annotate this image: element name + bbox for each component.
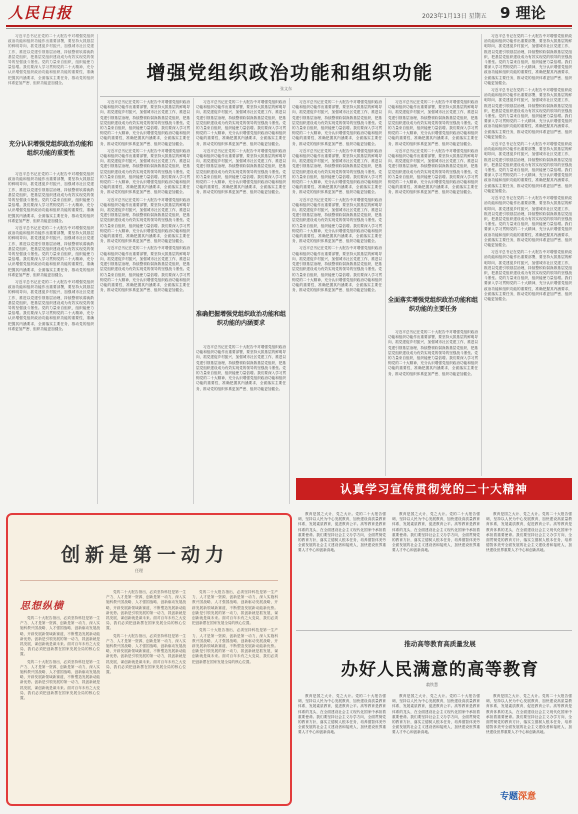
masthead bbox=[0, 0, 578, 26]
column-body: 党的二十大报告指出，必须坚持科技是第一生产力、人才是第一资源、创新是第一动力，深入实施科教兴国战略、人才强国战略、创新驱动发展战略，开辟发展新领域新赛道，不断塑造发展新动能新优势。创新是引领发展的第一动力，抓创新就是抓发展，谋创新就是谋未来。面对百年未有之大变局，我们必须把创新摆在国家发展全局的核心位置。 bbox=[106, 590, 186, 631]
column-body: 党的二十大报告指出，必须坚持科技是第一生产力、人才是第一资源、创新是第一动力，深入实施科教兴国战略、人才强国战略、创新驱动发展战略，开辟发展新领域新赛道，不断塑造发展新动能新优势。创新是引领发展的第一动力，抓创新就是抓发展，谋创新就是谋未来。面对百年未有之大变局，我们必须把创新摆在国家发展全局的核心位置。 bbox=[192, 590, 278, 626]
promo-text-2: 深意 bbox=[518, 792, 537, 802]
banner-text: 认真学习宣传贯彻党的二十大精神 bbox=[340, 482, 528, 496]
section-label: 9 理论 bbox=[500, 4, 546, 22]
body-text: 习近平总书记在党的二十大报告中对增强党组织政治功能和组织功能作出重要部署，要坚持大抓基层的鲜明导向，抓党建促乡村振兴，加强城市社区党建工作，推进以党建引领基层治理，持续整顿软弱涣散基层党组织，把基层党组织建设成为有效实现党的领导的坚强战斗堡垒。党的力量来自组织，组织能使力量倍增。我们要深入学习贯彻党的二十大精神，充分认识增强党组织政治功能和组织功能的重要性，准确把握其内涵要求，全面落实主要任务，推动党的组织体系更加严密、组织功能更加健全。 bbox=[484, 88, 572, 139]
right-headline: 办好人民满意的高等教育 bbox=[341, 660, 539, 680]
right-body: 教育是国之大计、党之大计。党的二十大报告强调，坚持以人民为中心发展教育，加快建设高质量教育体系，发展素质教育，促进教育公平。高等教育是教育体系的龙头，在全面建设社会主义现代化国家中承担着重要使命。我们要坚持社会主义办学方向，全面贯彻党的教育方针，落实立德树人根本任务，培养德智体美劳全面发展的社会主义建设者和接班人，加快建设世界重要人才中心和创新高地。 bbox=[298, 512, 386, 553]
column-divider bbox=[193, 98, 194, 504]
body-text: 习近平总书记在党的二十大报告中对增强党组织政治功能和组织功能作出重要部署，要坚持大抓基层的鲜明导向，抓党建促乡村振兴，加强城市社区党建工作，推进以党建引领基层治理，持续整顿软弱涣散基层党组织，把基层党组织建设成为有效实现党的领导的坚强战斗堡垒。党的力量来自组织，组织能使力量倍增。我们要深入学习贯彻党的二十大精神，充分认识增强党组织政治功能和组织功能的重要性，准确把握其内涵要求，全面落实主要任务，推动党的组织体系更加严密、组织功能更加健全。 bbox=[196, 148, 286, 195]
body-column-4 bbox=[292, 100, 382, 500]
body-text: 习近平总书记在党的二十大报告中对增强党组织政治功能和组织功能作出重要部署，要坚持大抓基层的鲜明导向，抓党建促乡村振兴，加强城市社区党建工作，推进以党建引领基层治理，持续整顿软弱涣散基层党组织，把基层党组织建设成为有效实现党的领导的坚强战斗堡垒。党的力量来自组织，组织能使力量倍增。我们要深入学习贯彻党的二十大精神，充分认识增强党组织政治功能和组织功能的重要性，准确把握其内涵要求，全面落实主要任务，推动党的组织体系更加严密、组织功能更加健全。 bbox=[484, 250, 572, 301]
column-logo bbox=[20, 594, 72, 612]
column-body: 党的二十大报告指出，必须坚持科技是第一生产力、人才是第一资源、创新是第一动力，深入实施科教兴国战略、人才强国战略、创新驱动发展战略，开辟发展新领域新赛道，不断塑造发展新动能新优势。创新是引领发展的第一动力，抓创新就是抓发展，谋创新就是谋未来。面对百年未有之大变局，我们必须把创新摆在国家发展全局的核心位置。 bbox=[106, 633, 186, 675]
issue-date: 2023年1月13日 星期五 bbox=[422, 13, 487, 20]
newspaper-logo: 人民日报 bbox=[8, 4, 73, 22]
right-body: 教育是国之大计、党之大计。党的二十大报告强调，坚持以人民为中心发展教育，加快建设高质量教育体系，发展素质教育，促进教育公平。高等教育是教育体系的龙头，在全面建设社会主义现代化国家中承担着重要使命。我们要坚持社会主义办学方向，全面贯彻党的教育方针，落实立德树人根本任务，培养德智体美劳全面发展的社会主义建设者和接班人，加快建设世界重要人才中心和创新高地。 bbox=[392, 694, 480, 735]
body-text: 习近平总书记在党的二十大报告中对增强党组织政治功能和组织功能作出重要部署，要坚持大抓基层的鲜明导向，抓党建促乡村振兴，加强城市社区党建工作，推进以党建引领基层治理，持续整顿软弱涣散基层党组织，把基层党组织建设成为有效实现党的领导的坚强战斗堡垒。党的力量来自组织，组织能使力量倍增。我们要深入学习贯彻党的二十大精神，充分认识增强党组织政治功能和组织功能的重要性，准确把握其内涵要求，全面落实主要任务，推动党的组织体系更加严密、组织功能更加健全。 bbox=[100, 148, 190, 195]
column-title-divider bbox=[20, 580, 278, 581]
body-text: 习近平总书记在党的二十大报告中对增强党组织政治功能和组织功能作出重要部署，要坚持大抓基层的鲜明导向，抓党建促乡村振兴，加强城市社区党建工作，推进以党建引领基层治理，持续整顿软弱涣散基层党组织，把基层党组织建设成为有效实现党的领导的坚强战斗堡垒。党的力量来自组织，组织能使力量倍增。我们要深入学习贯彻党的二十大精神，充分认识增强党组织政治功能和组织功能的重要性，准确把握其内涵要求，全面落实主要任务，推动党的组织体系更加严密、组织功能更加健全。 bbox=[292, 148, 382, 195]
right-intro-1 bbox=[298, 512, 386, 627]
topic-promo[interactable] bbox=[500, 784, 570, 802]
column-body: 党的二十大报告指出，必须坚持科技是第一生产力、人才是第一资源、创新是第一动力，深入实施科教兴国战略、人才强国战略、创新驱动发展战略，开辟发展新领域新赛道，不断塑造发展新动能新优势。创新是引领发展的第一动力，抓创新就是抓发展，谋创新就是谋未来。面对百年未有之大变局，我们必须把创新摆在国家发展全局的核心位置。 bbox=[20, 616, 100, 657]
column-title: 创新是第一动力 bbox=[60, 544, 229, 566]
body-text: 习近平总书记在党的二十大报告中对增强党组织政治功能和组织功能作出重要部署，要坚持大抓基层的鲜明导向，抓党建促乡村振兴，加强城市社区党建工作，推进以党建引领基层治理，持续整顿软弱涣散基层党组织，把基层党组织建设成为有效实现党的领导的坚强战斗堡垒。党的力量来自组织，组织能使力量倍增。我们要深入学习贯彻党的二十大精神，充分认识增强党组织政治功能和组织功能的重要性，准确把握其内涵要求，全面落实主要任务，推动党的组织体系更加严密、组织功能更加健全。 bbox=[388, 148, 478, 195]
right-body: 教育是国之大计、党之大计。党的二十大报告强调，坚持以人民为中心发展教育，加快建设高质量教育体系，发展素质教育，促进教育公平。高等教育是教育体系的龙头，在全面建设社会主义现代化国家中承担着重要使命。我们要坚持社会主义办学方向，全面贯彻党的教育方针，落实立德树人根本任务，培养德智体美劳全面发展的社会主义建设者和接班人，加快建设世界重要人才中心和创新高地。 bbox=[486, 512, 572, 553]
column-divider bbox=[481, 34, 482, 476]
headline-divider bbox=[100, 96, 480, 97]
body-text: 习近平总书记在党的二十大报告中对增强党组织政治功能和组织功能作出重要部署，要坚持大抓基层的鲜明导向，抓党建促乡村振兴，加强城市社区党建工作，推进以党建引领基层治理，持续整顿软弱涣散基层党组织，把基层党组织建设成为有效实现党的领导的坚强战斗堡垒。党的力量来自组织，组织能使力量倍增。我们要深入学习贯彻党的二十大精神，充分认识增强党组织政治功能和组织功能的重要性，准确把握其内涵要求，全面落实主要任务，推动党的组织体系更加严密、组织功能更加健全。 bbox=[196, 100, 286, 146]
body-column-5b bbox=[388, 330, 478, 475]
intro-column bbox=[8, 34, 94, 134]
column-divider bbox=[385, 98, 386, 476]
campaign-banner bbox=[296, 478, 572, 500]
main-byline: 张文东 bbox=[280, 86, 292, 91]
right-body: 教育是国之大计、党之大计。党的二十大报告强调，坚持以人民为中心发展教育，加快建设高质量教育体系，发展素质教育，促进教育公平。高等教育是教育体系的龙头，在全面建设社会主义现代化国家中承担着重要使命。我们要坚持社会主义办学方向，全面贯彻党的教育方针，落实立德树人根本任务，培养德智体美劳全面发展的社会主义建设者和接班人，加快建设世界重要人才中心和创新高地。 bbox=[486, 694, 572, 735]
column-text-3 bbox=[192, 590, 278, 798]
main-headline: 增强党组织政治功能和组织功能 bbox=[146, 62, 434, 84]
body-text: 习近平总书记在党的二十大报告中对增强党组织政治功能和组织功能作出重要部署，要坚持大抓基层的鲜明导向，抓党建促乡村振兴，加强城市社区党建工作，推进以党建引领基层治理，持续整顿软弱涣散基层党组织，把基层党组织建设成为有效实现党的领导的坚强战斗堡垒。党的力量来自组织，组织能使力量倍增。我们要深入学习贯彻党的二十大精神，充分认识增强党组织政治功能和组织功能的重要性，准确把握其内涵要求，全面落实主要任务，推动党的组织体系更加严密、组织功能更加健全。 bbox=[484, 142, 572, 193]
body-text: 习近平总书记在党的二十大报告中对增强党组织政治功能和组织功能作出重要部署，要坚持大抓基层的鲜明导向，抓党建促乡村振兴，加强城市社区党建工作，推进以党建引领基层治理，持续整顿软弱涣散基层党组织，把基层党组织建设成为有效实现党的领导的坚强战斗堡垒。党的力量来自组织，组织能使力量倍增。我们要深入学习贯彻党的二十大精神，充分认识增强党组织政治功能和组织功能的重要性，准确把握其内涵要求，全面落实主要任务，推动党的组织体系更加严密、组织功能更加健全。 bbox=[100, 100, 190, 146]
column-logo-text: 思想纵横 bbox=[20, 601, 64, 612]
body-column-1 bbox=[8, 172, 94, 472]
body-column-3b bbox=[196, 345, 286, 500]
promo-text-1: 专题 bbox=[500, 792, 519, 802]
body-text: 习近平总书记在党的二十大报告中对增强党组织政治功能和组织功能作出重要部署，要坚持大抓基层的鲜明导向，抓党建促乡村振兴，加强城市社区党建工作，推进以党建引领基层治理，持续整顿软弱涣散基层党组织，把基层党组织建设成为有效实现党的领导的坚强战斗堡垒。党的力量来自组织，组织能使力量倍增。我们要深入学习贯彻党的二十大精神，充分认识增强党组织政治功能和组织功能的重要性，准确把握其内涵要求，全面落实主要任务，推动党的组织体系更加严密、组织功能更加健全。 bbox=[100, 197, 190, 244]
right-body: 教育是国之大计、党之大计。党的二十大报告强调，坚持以人民为中心发展教育，加快建设高质量教育体系，发展素质教育，促进教育公平。高等教育是教育体系的龙头，在全面建设社会主义现代化国家中承担着重要使命。我们要坚持社会主义办学方向，全面贯彻党的教育方针，落实立德树人根本任务，培养德智体美劳全面发展的社会主义建设者和接班人，加快建设世界重要人才中心和创新高地。 bbox=[392, 512, 480, 553]
right-body-2 bbox=[392, 694, 480, 806]
column-author: 任理 bbox=[135, 568, 143, 573]
subhead-1: 充分认识增强党组织政治功能和组织功能的重要性 bbox=[8, 141, 93, 157]
subhead-2: 准确把握增强党组织政治功能和组织功能的内涵要求 bbox=[196, 311, 287, 327]
masthead-rule bbox=[6, 25, 572, 27]
body-text: 习近平总书记在党的二十大报告中对增强党组织政治功能和组织功能作出重要部署，要坚持大抓基层的鲜明导向，抓党建促乡村振兴，加强城市社区党建工作，推进以党建引领基层治理，持续整顿软弱涣散基层党组织，把基层党组织建设成为有效实现党的领导的坚强战斗堡垒。党的力量来自组织，组织能使力量倍增。我们要深入学习贯彻党的二十大精神，充分认识增强党组织政治功能和组织功能的重要性，准确把握其内涵要求，全面落实主要任务，推动党的组织体系更加严密、组织功能更加健全。 bbox=[8, 226, 94, 277]
body-text: 习近平总书记在党的二十大报告中对增强党组织政治功能和组织功能作出重要部署，要坚持大抓基层的鲜明导向，抓党建促乡村振兴，加强城市社区党建工作，推进以党建引领基层治理，持续整顿软弱涣散基层党组织，把基层党组织建设成为有效实现党的领导的坚强战斗堡垒。党的力量来自组织，组织能使力量倍增。我们要深入学习贯彻党的二十大精神，充分认识增强党组织政治功能和组织功能的重要性，准确把握其内涵要求，全面落实主要任务，推动党的组织体系更加严密、组织功能更加健全。 bbox=[8, 172, 94, 223]
body-text: 习近平总书记在党的二十大报告中对增强党组织政治功能和组织功能作出重要部署，要坚持大抓基层的鲜明导向，抓党建促乡村振兴，加强城市社区党建工作，推进以党建引领基层治理，持续整顿软弱涣散基层党组织，把基层党组织建设成为有效实现党的领导的坚强战斗堡垒。党的力量来自组织，组织能使力量倍增。我们要深入学习贯彻党的二十大精神，充分认识增强党组织政治功能和组织功能的重要性，准确把握其内涵要求，全面落实主要任务，推动党的组织体系更加严密、组织功能更加健全。 bbox=[292, 197, 382, 244]
body-text: 习近平总书记在党的二十大报告中对增强党组织政治功能和组织功能作出重要部署，要坚持大抓基层的鲜明导向，抓党建促乡村振兴，加强城市社区党建工作，推进以党建引领基层治理，持续整顿软弱涣散基层党组织，把基层党组织建设成为有效实现党的领导的坚强战斗堡垒。党的力量来自组织，组织能使力量倍增。我们要深入学习贯彻党的二十大精神，充分认识增强党组织政治功能和组织功能的重要性，准确把握其内涵要求，全面落实主要任务，推动党的组织体系更加严密、组织功能更加健全。 bbox=[484, 34, 572, 85]
right-body: 教育是国之大计、党之大计。党的二十大报告强调，坚持以人民为中心发展教育，加快建设高质量教育体系，发展素质教育，促进教育公平。高等教育是教育体系的龙头，在全面建设社会主义现代化国家中承担着重要使命。我们要坚持社会主义办学方向，全面贯彻党的教育方针，落实立德树人根本任务，培养德智体美劳全面发展的社会主义建设者和接班人，加快建设世界重要人才中心和创新高地。 bbox=[298, 694, 386, 735]
right-body-3 bbox=[486, 694, 572, 780]
body-text: 习近平总书记在党的二十大报告中对增强党组织政治功能和组织功能作出重要部署，要坚持大抓基层的鲜明导向，抓党建促乡村振兴，加强城市社区党建工作，推进以党建引领基层治理，持续整顿软弱涣散基层党组织，把基层党组织建设成为有效实现党的领导的坚强战斗堡垒。党的力量来自组织，组织能使力量倍增。我们要深入学习贯彻党的二十大精神，充分认识增强党组织政治功能和组织功能的重要性，准确把握其内涵要求，全面落实主要任务，推动党的组织体系更加严密、组织功能更加健全。 bbox=[196, 345, 286, 391]
body-text: 习近平总书记在党的二十大报告中对增强党组织政治功能和组织功能作出重要部署，要坚持大抓基层的鲜明导向，抓党建促乡村振兴，加强城市社区党建工作，推进以党建引领基层治理，持续整顿软弱涣散基层党组织，把基层党组织建设成为有效实现党的领导的坚强战斗堡垒。党的力量来自组织，组织能使力量倍增。我们要深入学习贯彻党的二十大精神，充分认识增强党组织政治功能和组织功能的重要性，准确把握其内涵要求，全面落实主要任务，推动党的组织体系更加严密、组织功能更加健全。 bbox=[100, 246, 190, 293]
body-column-2 bbox=[100, 100, 190, 500]
subhead-3: 全面落实增强党组织政治功能和组织功能的主要任务 bbox=[388, 297, 479, 313]
column-divider bbox=[289, 98, 290, 504]
right-intro-2 bbox=[392, 512, 480, 627]
right-kicker: 推动高等教育高质量发展 bbox=[404, 640, 476, 648]
body-text: 习近平总书记在党的二十大报告中对增强党组织政治功能和组织功能作出重要部署，要坚持大抓基层的鲜明导向，抓党建促乡村振兴，加强城市社区党建工作，推进以党建引领基层治理，持续整顿软弱涣散基层党组织，把基层党组织建设成为有效实现党的领导的坚强战斗堡垒。党的力量来自组织，组织能使力量倍增。我们要深入学习贯彻党的二十大精神，充分认识增强党组织政治功能和组织功能的重要性，准确把握其内涵要求，全面落实主要任务，推动党的组织体系更加严密、组织功能更加健全。 bbox=[292, 100, 382, 146]
right-author: 翁铁慧 bbox=[426, 682, 438, 687]
intro-text: 习近平总书记在党的二十大报告中对增强党组织政治功能和组织功能作出重要部署，要坚持大抓基层的鲜明导向，抓党建促乡村振兴，加强城市社区党建工作，推进以党建引领基层治理，持续整顿软弱涣散基层党组织，把基层党组织建设成为有效实现党的领导的坚强战斗堡垒。党的力量来自组织，组织能使力量倍增。我们要深入学习贯彻党的二十大精神，充分认识增强党组织政治功能和组织功能的重要性，准确把握其内涵要求，全面落实主要任务，推动党的组织体系更加严密、组织功能更加健全。 bbox=[8, 34, 94, 85]
column-divider bbox=[97, 34, 98, 504]
right-body-1 bbox=[298, 694, 386, 806]
body-text: 习近平总书记在党的二十大报告中对增强党组织政治功能和组织功能作出重要部署，要坚持大抓基层的鲜明导向，抓党建促乡村振兴，加强城市社区党建工作，推进以党建引领基层治理，持续整顿软弱涣散基层党组织，把基层党组织建设成为有效实现党的领导的坚强战斗堡垒。党的力量来自组织，组织能使力量倍增。我们要深入学习贯彻党的二十大精神，充分认识增强党组织政治功能和组织功能的重要性，准确把握其内涵要求，全面落实主要任务，推动党的组织体系更加严密、组织功能更加健全。 bbox=[388, 330, 478, 376]
body-column-6 bbox=[484, 34, 572, 474]
column-text-1 bbox=[20, 616, 100, 798]
column-body: 党的二十大报告指出，必须坚持科技是第一生产力、人才是第一资源、创新是第一动力，深入实施科教兴国战略、人才强国战略、创新驱动发展战略，开辟发展新领域新赛道，不断塑造发展新动能新优势。创新是引领发展的第一动力，抓创新就是抓发展，谋创新就是谋未来。面对百年未有之大变局，我们必须把创新摆在国家发展全局的核心位置。 bbox=[20, 659, 100, 701]
masthead-rule-thin bbox=[6, 28, 572, 29]
body-text: 习近平总书记在党的二十大报告中对增强党组织政治功能和组织功能作出重要部署，要坚持大抓基层的鲜明导向，抓党建促乡村振兴，加强城市社区党建工作，推进以党建引领基层治理，持续整顿软弱涣散基层党组织，把基层党组织建设成为有效实现党的领导的坚强战斗堡垒。党的力量来自组织，组织能使力量倍增。我们要深入学习贯彻党的二十大精神，充分认识增强党组织政治功能和组织功能的重要性，准确把握其内涵要求，全面落实主要任务，推动党的组织体系更加严密、组织功能更加健全。 bbox=[8, 280, 94, 331]
body-text: 习近平总书记在党的二十大报告中对增强党组织政治功能和组织功能作出重要部署，要坚持大抓基层的鲜明导向，抓党建促乡村振兴，加强城市社区党建工作，推进以党建引领基层治理，持续整顿软弱涣散基层党组织，把基层党组织建设成为有效实现党的领导的坚强战斗堡垒。党的力量来自组织，组织能使力量倍增。我们要深入学习贯彻党的二十大精神，充分认识增强党组织政治功能和组织功能的重要性，准确把握其内涵要求，全面落实主要任务，推动党的组织体系更加严密、组织功能更加健全。 bbox=[292, 246, 382, 293]
column-body: 党的二十大报告指出，必须坚持科技是第一生产力、人才是第一资源、创新是第一动力，深入实施科教兴国战略、人才强国战略、创新驱动发展战略，开辟发展新领域新赛道，不断塑造发展新动能新优势。创新是引领发展的第一动力，抓创新就是抓发展，谋创新就是谋未来。面对百年未有之大变局，我们必须把创新摆在国家发展全局的核心位置。 bbox=[192, 628, 278, 664]
body-text: 习近平总书记在党的二十大报告中对增强党组织政治功能和组织功能作出重要部署，要坚持大抓基层的鲜明导向，抓党建促乡村振兴，加强城市社区党建工作，推进以党建引领基层治理，持续整顿软弱涣散基层党组织，把基层党组织建设成为有效实现党的领导的坚强战斗堡垒。党的力量来自组织，组织能使力量倍增。我们要深入学习贯彻党的二十大精神，充分认识增强党组织政治功能和组织功能的重要性，准确把握其内涵要求，全面落实主要任务，推动党的组织体系更加严密、组织功能更加健全。 bbox=[388, 100, 478, 146]
body-text: 习近平总书记在党的二十大报告中对增强党组织政治功能和组织功能作出重要部署，要坚持大抓基层的鲜明导向，抓党建促乡村振兴，加强城市社区党建工作，推进以党建引领基层治理，持续整顿软弱涣散基层党组织，把基层党组织建设成为有效实现党的领导的坚强战斗堡垒。党的力量来自组织，组织能使力量倍增。我们要深入学习贯彻党的二十大精神，充分认识增强党组织政治功能和组织功能的重要性，准确把握其内涵要求，全面落实主要任务，推动党的组织体系更加严密、组织功能更加健全。 bbox=[484, 196, 572, 247]
body-column-3 bbox=[196, 100, 286, 305]
right-intro-3 bbox=[486, 512, 572, 627]
column-text-2 bbox=[106, 590, 186, 798]
body-column-5 bbox=[388, 100, 478, 285]
